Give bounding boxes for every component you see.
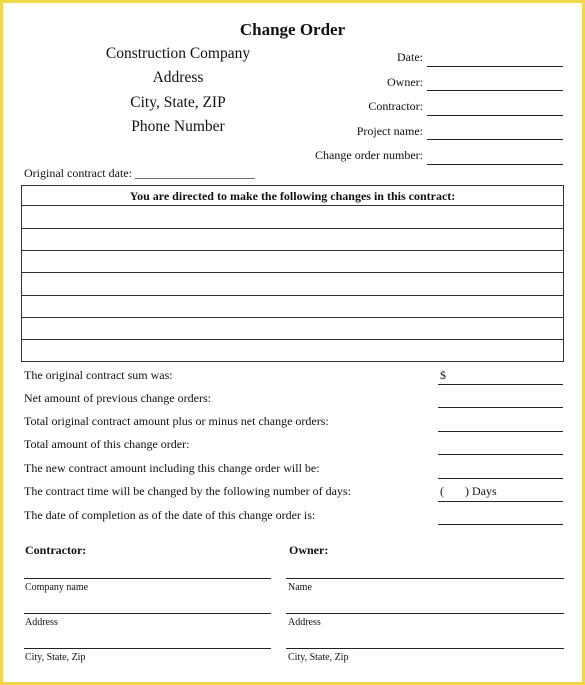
previous-change-orders-label: Net amount of previous change orders: [24,391,211,405]
changes-row[interactable] [22,272,563,273]
owner-name-caption: Name [288,582,312,593]
original-sum-field[interactable] [438,384,563,385]
change-order-number-field[interactable] [427,164,563,165]
owner-address-caption: Address [288,617,321,628]
contractor-signature-heading: Contractor: [25,543,87,557]
owner-name-field[interactable] [286,578,564,579]
project-name-label: Project name: [356,124,423,138]
company-phone: Phone Number [131,118,225,135]
this-change-order-field[interactable] [438,454,563,455]
owner-signature-heading: Owner: [289,543,329,557]
changes-row[interactable] [22,228,563,229]
company-address: Address [152,69,204,86]
document-title: Change Order [239,20,346,39]
total-original-amount-field[interactable] [438,431,563,432]
contractor-company-name-caption: Company name [25,582,89,593]
change-order-number-label: Change order number: [315,148,423,162]
contractor-company-name-field[interactable] [24,578,271,579]
contractor-label: Contractor: [368,99,423,113]
contractor-field[interactable] [427,115,563,116]
this-change-order-label: Total amount of this change order: [24,437,190,451]
new-contract-amount-label: The new contract amount including this change order will be: [24,461,320,475]
changes-row[interactable] [22,295,563,296]
contract-time-label: The contract time will be changed by the following number of days: [24,484,351,498]
contractor-address-caption: Address [25,617,58,628]
changes-table [21,185,564,362]
contractor-city-state-zip-field[interactable] [24,648,271,649]
original-sum-label: The original contract sum was: [24,368,173,382]
changes-table-heading: You are directed to make the following changes in this contract: [22,186,563,206]
date-label: Date: [397,50,423,64]
changes-row[interactable] [22,250,563,251]
changes-row[interactable] [22,317,563,318]
contract-time-value: ( ) Days [440,484,497,498]
changes-row[interactable] [22,339,563,340]
company-city-state-zip: City, State, ZIP [130,94,226,111]
company-name: Construction Company [105,45,251,62]
contract-time-field[interactable] [438,501,563,502]
original-sum-value: $ [440,368,446,382]
previous-change-orders-field[interactable] [438,407,563,408]
completion-date-label: The date of completion as of the date of this change order is: [24,508,316,522]
new-contract-amount-field[interactable] [438,478,563,479]
original-contract-date: Original contract date: ____________________ [24,166,255,180]
owner-address-field[interactable] [286,613,564,614]
contractor-address-field[interactable] [24,613,271,614]
owner-city-state-zip-caption: City, State, Zip [288,652,349,663]
completion-date-field[interactable] [438,524,563,525]
owner-label: Owner: [387,75,423,89]
owner-field[interactable] [427,90,563,91]
project-name-field[interactable] [427,139,563,140]
owner-city-state-zip-field[interactable] [286,648,564,649]
contractor-city-state-zip-caption: City, State, Zip [25,652,86,663]
date-field[interactable] [427,66,563,67]
total-original-amount-label: Total original contract amount plus or minus net change orders: [24,414,329,428]
